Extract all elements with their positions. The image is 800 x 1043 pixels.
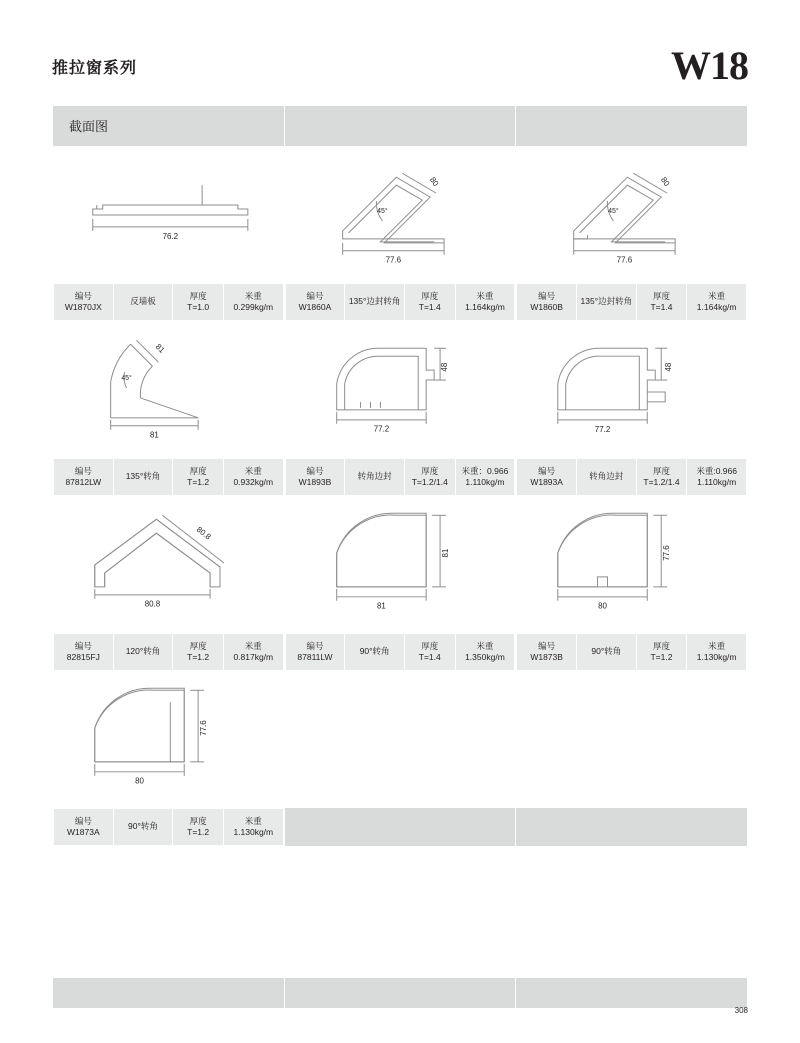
weight-value: 1.110kg/m	[697, 477, 737, 487]
section-header-blank-2	[516, 106, 748, 147]
drawing-cell-W1870JX	[53, 147, 285, 283]
dimension-label: 80	[135, 776, 144, 786]
thickness-cell	[404, 459, 455, 496]
name-cell: 转角边封	[345, 459, 405, 496]
weight-cell	[455, 459, 515, 496]
profile-drawing-flat-panel	[53, 147, 284, 282]
dimension-label: 81	[149, 430, 159, 440]
weight-label: 米重	[244, 465, 262, 476]
angle-label: 45°	[121, 375, 132, 383]
spec-group-87812LW	[53, 458, 285, 497]
drawing-cell-87812LW	[53, 322, 285, 458]
spec-group-82815FJ	[53, 633, 285, 672]
weight-value: 1.130kg/m	[696, 652, 737, 662]
profile-drawing-135-corner-a	[285, 147, 516, 282]
drawing-row-4	[53, 672, 748, 808]
code-value: 82815FJ	[66, 652, 100, 662]
weight-label: 米重	[708, 640, 726, 651]
code-label: 编号	[74, 640, 92, 651]
code-label: 编号	[306, 465, 324, 476]
code-value: W1860A	[298, 302, 332, 312]
weight-label: 米重:0.966	[696, 465, 737, 476]
code-cell	[54, 284, 114, 321]
thickness-label: 厚度	[189, 815, 207, 826]
weight-value: 0.299kg/m	[233, 302, 274, 312]
thickness-cell	[636, 284, 687, 321]
thickness-label: 厚度	[652, 465, 670, 476]
code-value: W1873A	[67, 827, 100, 837]
profile-drawing-90-corner-a	[53, 672, 284, 807]
weight-label: 米重：0.966	[461, 465, 509, 476]
weight-cell	[455, 284, 515, 321]
name-cell: 转角边封	[576, 459, 636, 496]
spec-empty-1	[284, 808, 516, 847]
spec-group-W1893A	[516, 458, 748, 497]
name-cell: 90°转角	[576, 634, 636, 671]
drawing-row-2	[53, 322, 748, 458]
dimension-label: 77.6	[662, 545, 672, 561]
code-cell	[517, 634, 577, 671]
thickness-cell	[173, 459, 224, 496]
thickness-label: 厚度	[189, 640, 207, 651]
name-cell: 135°转角	[113, 459, 173, 496]
thickness-value: T=1.4	[650, 302, 673, 312]
code-cell	[517, 284, 577, 321]
thickness-label: 厚度	[189, 465, 207, 476]
thickness-value: T=1.2	[187, 477, 210, 487]
code-cell	[285, 284, 345, 321]
thickness-label: 厚度	[421, 465, 439, 476]
profile-table	[52, 105, 748, 1009]
code-value: W1870JX	[64, 302, 102, 312]
thickness-cell	[636, 459, 687, 496]
angle-label: 45°	[376, 208, 388, 216]
dimension-label: 77.6	[616, 255, 633, 265]
thickness-value: T=1.2	[187, 827, 210, 837]
spec-group-87811LW	[284, 633, 516, 672]
footer-band-row	[53, 978, 748, 1009]
weight-cell	[223, 284, 283, 321]
drawing-row-1	[53, 147, 748, 283]
dimension-label: 81	[153, 342, 167, 355]
weight-label: 米重	[476, 640, 494, 651]
weight-label: 米重	[708, 290, 726, 301]
thickness-value: T=1.2	[650, 652, 673, 662]
code-label: 编号	[74, 465, 92, 476]
code-cell	[285, 634, 345, 671]
code-label: 编号	[74, 815, 92, 826]
weight-cell	[223, 634, 283, 671]
page-number: 308	[734, 1006, 748, 1015]
weight-label: 米重	[476, 290, 494, 301]
weight-cell	[687, 634, 747, 671]
thickness-value: T=1.4	[418, 652, 441, 662]
spec-group-W1870JX	[53, 283, 285, 322]
thickness-value: T=1.0	[187, 302, 210, 312]
profile-drawing-135-corner	[53, 322, 284, 457]
dimension-label: 81	[440, 548, 450, 558]
drawing-cell-87811LW	[284, 497, 516, 633]
drawing-cell-W1860A	[284, 147, 516, 283]
thickness-value: T=1.2	[187, 652, 210, 662]
section-header-label: 截面图	[69, 119, 109, 134]
code-label: 编号	[306, 290, 324, 301]
weight-value: 1.350kg/m	[465, 652, 505, 662]
code-value: W1893B	[298, 477, 332, 487]
spec-group-W1860B	[516, 283, 748, 322]
footer-band-3	[516, 978, 748, 1009]
table-header-row	[53, 106, 748, 147]
blank-cell-1	[53, 847, 285, 978]
thickness-label: 厚度	[421, 640, 439, 651]
weight-value: 1.164kg/m	[696, 302, 737, 312]
code-label: 编号	[306, 640, 324, 651]
code-label: 编号	[538, 290, 556, 301]
drawing-cell-82815FJ	[53, 497, 285, 633]
weight-cell	[455, 634, 515, 671]
weight-value: 1.130kg/m	[233, 827, 274, 837]
angle-label: 45°	[608, 208, 619, 216]
thickness-label: 厚度	[652, 640, 670, 651]
drawing-row-3	[53, 497, 748, 633]
name-cell: 120°转角	[113, 634, 173, 671]
name-cell: 135°边封转角	[576, 284, 636, 321]
thickness-label: 厚度	[421, 290, 439, 301]
code-cell	[54, 634, 114, 671]
dimension-label: 80.8	[144, 599, 161, 609]
code-label: 编号	[538, 465, 556, 476]
spec-empty-2	[516, 808, 748, 847]
code-cell	[54, 459, 114, 496]
thickness-cell	[636, 634, 687, 671]
blank-cell-2	[284, 847, 516, 978]
profile-drawing-corner-edge-seal-a	[516, 322, 747, 457]
code-value: 87812LW	[65, 477, 102, 487]
section-header-cell	[53, 106, 285, 147]
name-cell: 反墙板	[113, 284, 173, 321]
weight-value: 0.817kg/m	[233, 652, 274, 662]
footer-band-1	[53, 978, 285, 1009]
spec-group-W1873A	[53, 808, 285, 847]
code-cell	[517, 459, 577, 496]
dimension-label: 80	[427, 175, 441, 188]
name-cell: 135°边封转角	[345, 284, 405, 321]
footer-band-2	[284, 978, 516, 1009]
spec-row-4	[53, 808, 748, 847]
code-label: 编号	[74, 290, 92, 301]
spec-group-W1860A	[284, 283, 516, 322]
dimension-label: 77.2	[373, 424, 389, 434]
weight-value: 1.110kg/m	[465, 477, 505, 487]
dimension-label: 77.6	[385, 255, 401, 265]
weight-cell	[687, 284, 747, 321]
dimension-label: 80	[598, 601, 608, 611]
profile-drawing-corner-edge-seal-b	[285, 322, 516, 457]
thickness-cell	[173, 284, 224, 321]
code-cell	[54, 809, 114, 846]
blank-cell-3	[516, 847, 748, 978]
spec-group-W1893B	[284, 458, 516, 497]
thickness-cell	[173, 809, 224, 846]
weight-cell	[223, 459, 283, 496]
spec-row-1	[53, 283, 748, 322]
profile-drawing-135-corner-b	[516, 147, 747, 282]
drawing-cell-W1873B	[516, 497, 748, 633]
thickness-label: 厚度	[189, 290, 207, 301]
profile-drawing-90-corner-b	[516, 497, 747, 632]
thickness-value: T=1.2/1.4	[411, 477, 448, 487]
dimension-label: 76.2	[162, 231, 179, 241]
code-cell	[285, 459, 345, 496]
section-header-blank-1	[284, 106, 516, 147]
code-value: W1893A	[530, 477, 563, 487]
thickness-value: T=1.2/1.4	[643, 477, 680, 487]
profile-drawing-120-corner	[53, 497, 284, 632]
weight-cell	[687, 459, 747, 496]
dimension-label: 80	[659, 175, 672, 188]
dimension-label: 77.6	[199, 720, 209, 736]
weight-label: 米重	[244, 290, 262, 301]
page-title: 推拉窗系列	[52, 60, 138, 77]
weight-value: 0.932kg/m	[233, 477, 274, 487]
code-value: 87811LW	[297, 652, 333, 662]
spec-group-W1873B	[516, 633, 748, 672]
weight-value: 1.164kg/m	[465, 302, 505, 312]
name-cell: 90°转角	[113, 809, 173, 846]
profile-drawing-90-corner	[285, 497, 516, 632]
weight-cell	[223, 809, 283, 846]
dimension-label: 48	[664, 362, 674, 372]
thickness-cell	[404, 634, 455, 671]
drawing-cell-W1893B	[284, 322, 516, 458]
code-value: W1873B	[530, 652, 563, 662]
dimension-label: 48	[439, 362, 449, 372]
code-value: W1860B	[530, 302, 563, 312]
drawing-cell-empty-2	[516, 672, 748, 808]
blank-row	[53, 847, 748, 978]
drawing-cell-W1873A	[53, 672, 285, 808]
series-code: W18	[671, 43, 748, 88]
weight-label: 米重	[244, 815, 262, 826]
thickness-cell	[173, 634, 224, 671]
thickness-cell	[404, 284, 455, 321]
drawing-cell-empty-1	[284, 672, 516, 808]
name-cell: 90°转角	[345, 634, 405, 671]
spec-row-3	[53, 633, 748, 672]
dimension-label: 77.2	[595, 424, 611, 434]
weight-label: 米重	[244, 640, 262, 651]
dimension-label: 80.8	[194, 524, 213, 542]
code-label: 编号	[538, 640, 556, 651]
thickness-label: 厚度	[652, 290, 670, 301]
spec-row-2	[53, 458, 748, 497]
thickness-value: T=1.4	[418, 302, 441, 312]
drawing-cell-W1893A	[516, 322, 748, 458]
dimension-label: 81	[376, 601, 386, 611]
drawing-cell-W1860B	[516, 147, 748, 283]
